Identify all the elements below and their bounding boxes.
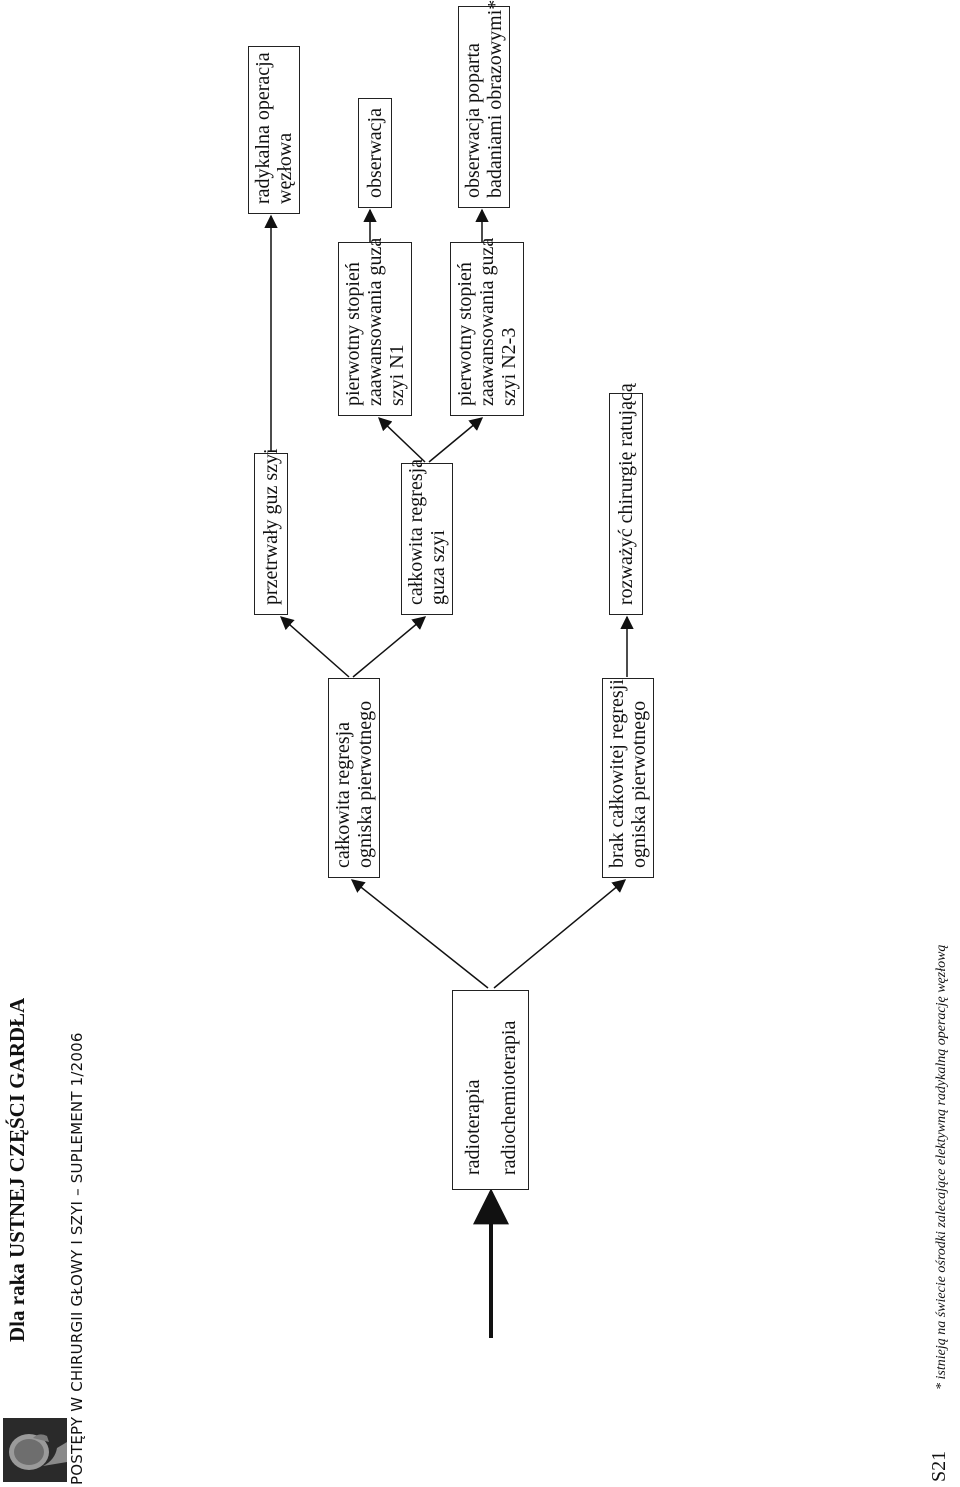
node-n23-line3: szyi N2-3	[498, 327, 520, 406]
node-incomplete-primary-regression	[602, 678, 654, 878]
arrow-start-incomplete	[494, 880, 625, 988]
arrow-completeneck-n23	[429, 418, 482, 462]
node-incomplete-primary-line2: ogniska pierwotnego	[628, 700, 650, 868]
node-complete-neck-line1: całkowita regresja	[405, 458, 427, 605]
node-complete-primary-regression	[328, 678, 380, 878]
arrow-complete-persistent	[281, 617, 349, 677]
node-n23-line2: zaawansowania guza	[476, 237, 498, 406]
node-salvage-line1: rozważyć chirurgię ratującą	[615, 383, 637, 605]
node-complete-neck-regression	[401, 458, 453, 615]
arrow-start-complete	[352, 880, 488, 988]
journal-header: POSTĘPY W CHIRURGII GŁOWY I SZYI – SUPLEMENT 1/2006	[68, 1032, 86, 1485]
node-radiotherapy	[452, 990, 529, 1190]
arrow-completeneck-n1	[379, 418, 425, 462]
arrow-complete-completeneck	[353, 617, 425, 677]
node-persistent-neck-line1: przetrwały guz szyi	[260, 448, 282, 605]
node-n1-line3: szyi N1	[386, 344, 408, 406]
node-salvage-surgery	[609, 383, 643, 615]
page-title: Dla raka USTNEJ CZĘŚCI GARDŁA	[5, 997, 29, 1342]
node-observation-imaging	[458, 0, 510, 208]
node-complete-neck-line2: guza szyi	[427, 530, 449, 605]
node-observation-line1: obserwacja	[364, 108, 386, 198]
node-initial-stage-n1	[338, 237, 412, 416]
node-complete-primary-line2: ogniska pierwotnego	[354, 700, 376, 868]
page-number: S21	[928, 1450, 950, 1482]
node-n1-line2: zaawansowania guza	[364, 237, 386, 406]
node-radiotherapy-line2: radiochemioterapia	[497, 1020, 520, 1175]
node-initial-stage-n2-3	[450, 237, 524, 416]
node-radiotherapy-line1: radioterapia	[461, 1079, 484, 1175]
node-radical-line1: radykalna operacja	[252, 52, 274, 204]
node-radical-line2: węzłowa	[274, 132, 296, 204]
node-persistent-neck-tumor	[254, 448, 288, 615]
node-complete-primary-line1: całkowita regresja	[332, 721, 354, 868]
footnote: * istnieją na świecie ośrodki zalecające elektywną radykalną operację węzłową	[934, 944, 949, 1390]
node-observation-imaging-line1: obserwacja poparta	[462, 43, 484, 198]
node-n1-line1: pierwotny stopień	[342, 262, 364, 406]
node-observation-imaging-line2: badaniami obrazowymi*	[484, 0, 506, 198]
node-incomplete-primary-line1: brak całkowitej regresji	[606, 679, 628, 868]
node-n23-line1: pierwotny stopień	[454, 262, 476, 406]
node-radical-neck-dissection	[248, 46, 300, 214]
node-observation	[358, 98, 392, 208]
